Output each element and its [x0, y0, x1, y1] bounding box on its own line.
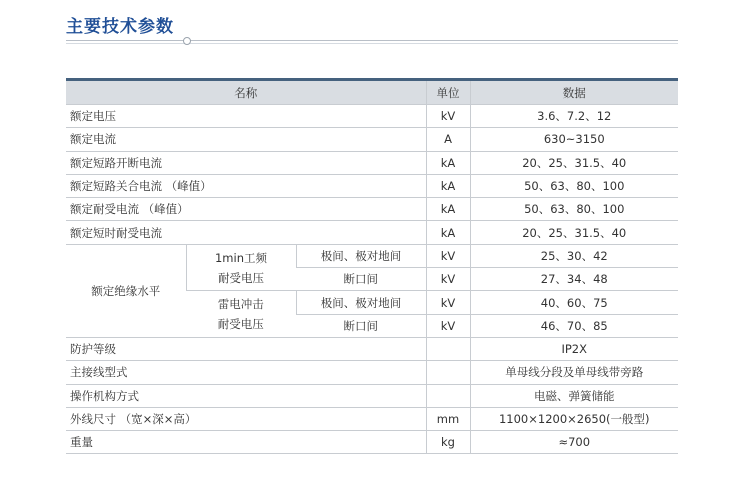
group-name-line2: 耐受电压: [218, 270, 264, 285]
row-unit: [426, 361, 470, 384]
insulation-sub-label: 极间、极对地间: [296, 291, 426, 314]
row-unit: kA: [426, 174, 470, 197]
table-row: [66, 128, 678, 151]
row-value: 40、60、75: [470, 291, 678, 314]
table-row: [66, 244, 678, 267]
row-label: 额定电压: [66, 105, 426, 128]
row-unit: [426, 337, 470, 360]
row-unit: kV: [426, 291, 470, 314]
underline-dot-ornament: [183, 37, 191, 45]
row-unit: kV: [426, 105, 470, 128]
row-value: 630~3150: [470, 128, 678, 151]
row-label: 防护等级: [66, 337, 426, 360]
insulation-sub-label: 断口间: [296, 268, 426, 291]
row-value: IP2X: [470, 337, 678, 360]
row-value: 3.6、7.2、12: [470, 105, 678, 128]
row-unit: kA: [426, 221, 470, 244]
table-row: [66, 407, 678, 430]
insulation-sub-label: 断口间: [296, 314, 426, 337]
header-data: 数据: [470, 80, 678, 105]
title-underline: [66, 40, 678, 41]
row-value: 20、25、31.5、40: [470, 221, 678, 244]
group-name-line1: 雷电冲击: [217, 297, 264, 312]
group-name-line1: 1min工频: [214, 250, 267, 265]
row-unit: kV: [426, 244, 470, 267]
table-row: [66, 105, 678, 128]
row-unit: kV: [426, 314, 470, 337]
table-row: [66, 221, 678, 244]
row-label: 额定短时耐受电流: [66, 221, 426, 244]
section-title: 主要技术参数: [66, 17, 174, 37]
row-label: 主接线型式: [66, 361, 426, 384]
table-row: [66, 174, 678, 197]
row-label: 操作机构方式: [66, 384, 426, 407]
insulation-level-label: 额定绝缘水平: [66, 244, 186, 337]
row-unit: kg: [426, 431, 470, 454]
row-unit: A: [426, 128, 470, 151]
table-row: [66, 198, 678, 221]
row-value: 25、30、42: [470, 244, 678, 267]
row-value: ≈700: [470, 431, 678, 454]
table-row: [66, 384, 678, 407]
row-value: 46、70、85: [470, 314, 678, 337]
table-row: [66, 361, 678, 384]
row-unit: mm: [426, 407, 470, 430]
table-row: [66, 431, 678, 454]
spec-table: [66, 78, 678, 454]
row-unit: kA: [426, 198, 470, 221]
row-value: 电磁、弹簧储能: [470, 384, 678, 407]
row-value: 单母线分段及单母线带旁路: [470, 361, 678, 384]
title-underline-secondary: [66, 43, 678, 44]
row-value: 1100×1200×2650(一般型): [470, 407, 678, 430]
row-unit: [426, 384, 470, 407]
insulation-group-power-frequency: [186, 244, 296, 291]
group-name-line2: 耐受电压: [217, 317, 264, 332]
table-header-row: [66, 80, 678, 105]
row-value: 50、63、80、100: [470, 174, 678, 197]
row-label: 额定短路开断电流: [66, 151, 426, 174]
row-unit: kA: [426, 151, 470, 174]
row-unit: kV: [426, 268, 470, 291]
insulation-sub-label: 极间、极对地间: [296, 244, 426, 267]
row-label: 额定耐受电流 （峰值）: [66, 198, 426, 221]
row-label: 重量: [66, 431, 426, 454]
row-label: 外线尺寸 （宽×深×高）: [66, 407, 426, 430]
row-value: 50、63、80、100: [470, 198, 678, 221]
row-value: 27、34、48: [470, 268, 678, 291]
header-unit: 单位: [426, 80, 470, 105]
row-label: 额定电流: [66, 128, 426, 151]
table-row: [66, 337, 678, 360]
table-row: [66, 151, 678, 174]
row-value: 20、25、31.5、40: [470, 151, 678, 174]
row-label: 额定短路关合电流 （峰值）: [66, 174, 426, 197]
insulation-group-lightning-impulse: [186, 291, 296, 338]
header-name: 名称: [66, 80, 426, 105]
